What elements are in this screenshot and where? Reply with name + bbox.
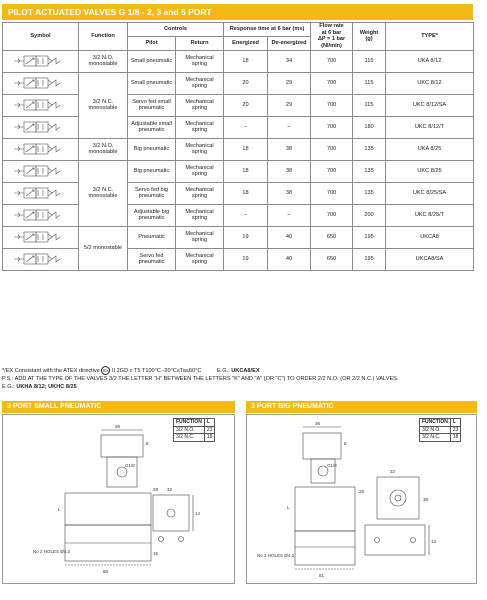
svg-text:15: 15 (153, 551, 159, 556)
col-return: Return (176, 36, 224, 50)
svg-text:81: 81 (319, 573, 325, 578)
svg-text:36: 36 (315, 421, 321, 426)
ps-note: P.S.: ADD AT THE TYPE OF THE VALVES 3/2 THE LETTER "H" BETWEEN THE LETTERS "K" AND "A" (OR "C") TO ORDER 2/2 N.O. (OR 2/2 N.C.) VALVES. (2, 376, 399, 382)
svg-text:G1/8: G1/8 (125, 463, 135, 468)
function-cell: 3/2 N.O. monostable (79, 138, 128, 160)
svg-text:36: 36 (115, 424, 121, 429)
valve-symbol-icon (3, 226, 79, 248)
valve-symbol-icon (3, 94, 79, 116)
svg-text:80: 80 (103, 569, 109, 574)
small-pneumatic-drawing (2, 414, 235, 584)
valve-symbol-icon (3, 248, 79, 270)
col-response: Response time at 6 bar (ms) (224, 23, 311, 37)
svg-text:32: 32 (390, 469, 396, 474)
svg-text:38: 38 (423, 497, 429, 502)
atex-ex-icon: Ex (103, 368, 109, 373)
svg-text:L: L (58, 507, 61, 512)
big-pneumatic-title: 3 PORT BIG PNEUMATIC (246, 401, 477, 413)
valve-symbol-icon (3, 182, 79, 204)
function-cell: 3/2 N.O. monostable (79, 50, 128, 72)
col-deenergized: De-energized (268, 36, 311, 50)
valve-symbol-icon (3, 50, 79, 72)
col-type: TYPE* (386, 23, 474, 51)
svg-text:8: 8 (344, 441, 347, 446)
col-pilot: Pilot (128, 36, 176, 50)
col-symbol: Symbol (3, 23, 79, 51)
valve-symbol-icon (3, 204, 79, 226)
table-row: 3/2 N.C. monostable Big pneumatic Mechanical spring 18 38 700 135 UKC 8/25 (3, 160, 474, 182)
valve-spec-table (2, 22, 474, 271)
valve-symbol-icon (3, 116, 79, 138)
col-flow: Flow rate at 6 bar ΔP = 1 bar (Nl/min) (311, 23, 353, 51)
svg-text:G1/8: G1/8 (327, 463, 337, 468)
function-cell: 3/2 N.C. monostable (79, 160, 128, 226)
page-title: PILOT ACTUATED VALVES G 1/8 - 2, 3 and 5 PORT (2, 4, 473, 20)
svg-text:No 2 HOLES Ø4.3: No 2 HOLES Ø4.3 (257, 553, 295, 558)
ps-example: E.G.: UKHA 8/12; UKHC 8/25 (2, 384, 77, 390)
table-row: Adjustable small pneumatic Mechanical spring – – 700 180 UKC 8/12/T (3, 116, 474, 138)
table-row: Servo fed pneumatic Mechanical spring 19 40 650 195 UKCA8/SA (3, 248, 474, 270)
svg-text:28: 28 (153, 487, 159, 492)
atex-note: */EX Consistant with the ATEX directive Ex II 2GD c T5 T100°C -20°C≤Ta≤60°C E.G.: UKCA8/EX (2, 367, 260, 374)
col-weight: Weight (g) (353, 23, 386, 51)
notes (2, 366, 480, 391)
svg-text:No 2 HOLES Ø4.3: No 2 HOLES Ø4.3 (33, 549, 71, 554)
valve-symbol-icon (3, 72, 79, 94)
function-cell: 3/2 N.C. monostable (79, 72, 128, 138)
svg-text:8: 8 (146, 441, 149, 446)
svg-text:14: 14 (195, 511, 201, 516)
table-row: 3/2 N.O. monostable Big pneumatic Mechanical spring 18 38 700 135 UKA 8/25 (3, 138, 474, 160)
svg-text:32: 32 (167, 487, 173, 492)
table-row: 3/2 N.C. monostable Small pneumatic Mechanical spring 20 29 700 115 UKC 8/12 (3, 72, 474, 94)
svg-text:14: 14 (431, 539, 437, 544)
small-pneumatic-title: 3 PORT SMALL PNEUMATIC (2, 401, 235, 413)
svg-text:L: L (287, 505, 290, 510)
col-controls: Controls (128, 23, 224, 37)
col-energized: Energized (224, 36, 268, 50)
valve-symbol-icon (3, 160, 79, 182)
col-function: Function (79, 23, 128, 51)
table-row: Adjustable big pneumatic Mechanical spring – – 700 200 UKC 8/25/T (3, 204, 474, 226)
table-row: Servo fed big pneumatic Mechanical spring 18 38 700 135 UKC 8/25/SA (3, 182, 474, 204)
big-pneumatic-drawing (246, 414, 477, 584)
table-row: 5/2 monostable Pneumatic Mechanical spring 19 40 650 195 UKCA8 (3, 226, 474, 248)
table-row: Servo fed small pneumatic Mechanical spring 20 29 700 115 UKC 8/12/SA (3, 94, 474, 116)
table-row: 3/2 N.O. monostable Small pneumatic Mechanical spring 18 34 700 115 UKA 8/12 (3, 50, 474, 72)
function-cell: 5/2 monostable (79, 226, 128, 270)
small-function-table: FUNCTION L 3/2 N.O. 23 3/2 N.C. 18 (173, 418, 215, 442)
valve-symbol-icon (3, 138, 79, 160)
big-function-table: FUNCTION L 3/2 N.O. 23 3/2 N.C. 18 (419, 418, 461, 442)
svg-text:28: 28 (359, 489, 365, 494)
